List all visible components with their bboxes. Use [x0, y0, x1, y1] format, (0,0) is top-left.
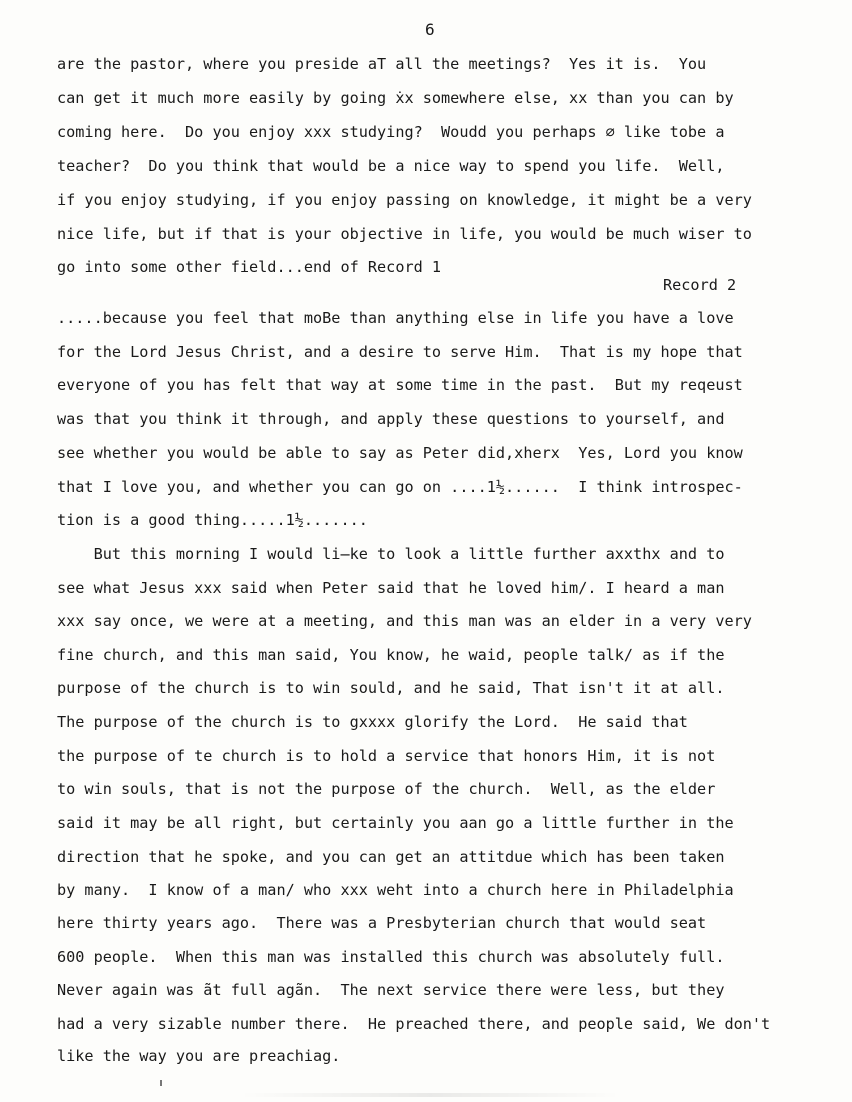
text-line: everyone of you has felt that way at some time in the past. But my reqeust: [57, 376, 743, 394]
text-line: tion is a good thing.....1½.......: [57, 511, 368, 529]
record-heading: Record 2: [663, 276, 737, 294]
text-line: had a very sizable number there. He preached there, and people said, We don't: [57, 1015, 771, 1033]
text-line: Never again was ãt full agãn. The next service there were less, but they: [57, 981, 725, 999]
text-line: go into some other field...end of Record 1: [57, 258, 442, 276]
text-line: by many. I know of a man∕ who xxx weht into a church here in Philadelphia: [57, 881, 734, 899]
stray-ink-mark: [160, 1080, 162, 1086]
text-line: see what Jesus xxx said when Peter said that he loved him∕. I heard a man: [57, 579, 725, 597]
text-line: to win souls, that is not the purpose of the church. Well, as the elder: [57, 780, 716, 798]
text-line: fine church, and this man said, You know, he waid, people talk∕ as if the: [57, 646, 725, 664]
text-line: the purpose of te church is to hold a service that honors Him, it is not: [57, 747, 716, 765]
text-line: are the pastor, where you preside aT all the meetings? Yes it is. You: [57, 55, 707, 73]
text-line: coming here. Do you enjoy xxx studying? Woudd you perhaps ∅ like tobe a: [57, 123, 725, 141]
text-line: was that you think it through, and apply these questions to yourself, and: [57, 410, 725, 428]
text-line: .....because you feel that moBe than anything else in life you have a love: [57, 309, 734, 327]
text-line: that I love you, and whether you can go on ....1½...... I think introspec-: [57, 478, 743, 496]
text-line: see whether you would be able to say as Peter did,xherx Yes, Lord you know: [57, 444, 743, 462]
text-line: The purpose of the church is to gxxxx glorify the Lord. He said that: [57, 713, 688, 731]
text-line: for the Lord Jesus Christ, and a desire to serve Him. That is my hope that: [57, 343, 743, 361]
text-line: teacher? Do you think that would be a nice way to spend you life. Well,: [57, 157, 725, 175]
scan-smudge: [240, 1093, 620, 1097]
text-line: 600 people. When this man was installed this church was absolutely full.: [57, 948, 725, 966]
text-line: said it may be all right, but certainly you aan go a little further in the: [57, 814, 734, 832]
text-line: here thirty years ago. There was a Presbyterian church that would seat: [57, 914, 707, 932]
text-line: nice life, but if that is your objective in life, you would be much wiser to: [57, 225, 752, 243]
text-line: purpose of the church is to win sould, and he said, That isn't it at all.: [57, 679, 725, 697]
text-line: like the way you are preachiag.: [57, 1047, 341, 1065]
text-line: xxx say once, we were at a meeting, and this man was an elder in a very very: [57, 612, 752, 630]
text-line: direction that he spoke, and you can get an attitdue which has been taken: [57, 848, 725, 866]
text-line: But this morning I would li̶ke to look a little further axxthx and to: [57, 545, 725, 563]
page-number: 6: [425, 20, 435, 39]
text-line: can get it much more easily by going ẋx somewhere else, xx than you can by: [57, 89, 734, 107]
text-line: if you enjoy studying, if you enjoy passing on knowledge, it might be a very: [57, 191, 752, 209]
